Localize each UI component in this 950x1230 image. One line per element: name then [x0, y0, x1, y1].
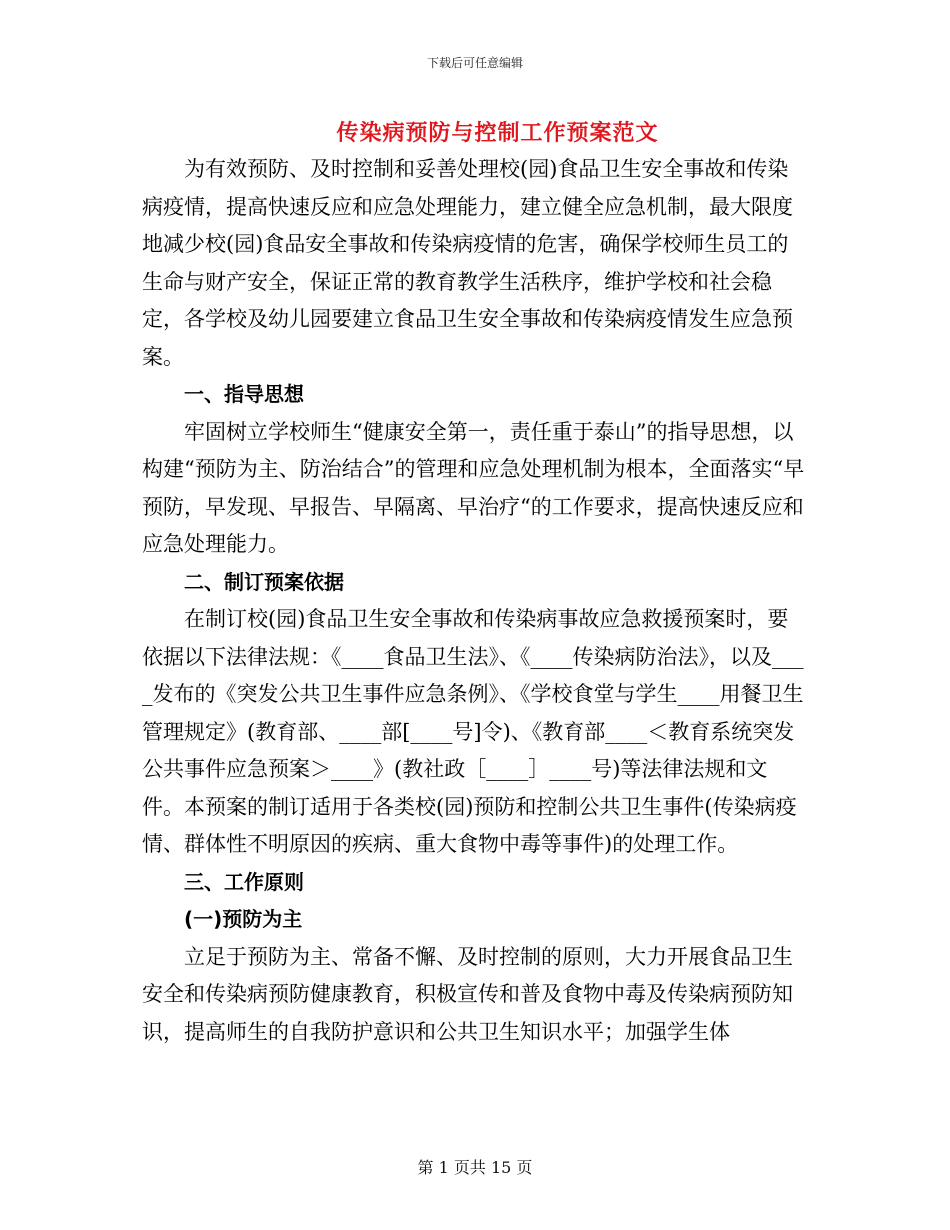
section-heading-principles: 三、工作原则	[184, 869, 304, 894]
document-body	[142, 151, 807, 1051]
subsection-heading-prevention: (一)预防为主	[184, 907, 303, 931]
document-title: 传染病预防与控制工作预案范文	[336, 120, 659, 146]
prevention-paragraph: 立足于预防为主、常备不懈、及时控制的原则，大力开展食品卫生安全和传染病预防健康教育，积极宣传和普及食物中毒及传染病预防知识，提高师生的自我防护意识和公共卫生知识水平；加强学生体	[142, 944, 793, 1044]
section-heading-guiding-ideology: 一、指导思想	[184, 382, 304, 406]
header-note: 下载后可任意编辑	[426, 56, 523, 70]
guiding-ideology-paragraph: 牢固树立学校师生“健康安全第一，责任重于泰山”的指导思想，以构建“预防为主、防治结合”的管理和应急处理机制为根本，全面落实“早预防，早发现、早报告、早隔离、早治疗“的工作要求，提高快速反应和应急处理能力。	[142, 419, 805, 556]
basis-paragraph: 在制订校(园)食品卫生安全事故和传染病事故应急救援预案时，要依据以下法律法规：《____食品卫生法》、《____传染病防治法》，以及____发布的《突发公共卫生事件应急条例》、《学校食堂与学生____用餐卫生管理规定》(教育部、____部[____号]令)、《教育部____＜教育系统突发公共事件应急预案＞____》(教社政［____］____号)等法律法规和文件。本预案的制订适用于各类校(园)预防和控制公共卫生事件(传染病疫情、群体性不明原因的疾病、重大食物中毒等事件)的处理工作。	[142, 607, 804, 856]
page-footer: 第 1 页共 15 页	[417, 1158, 533, 1177]
section-heading-basis: 二、制订预案依据	[184, 569, 344, 594]
intro-paragraph: 为有效预防、及时控制和妥善处理校(园)食品卫生安全事故和传染病疫情，提高快速反应和应急处理能力，建立健全应急机制，最大限度地减少校(园)食品安全事故和传染病疫情的危害，确保学校师生员工的生命与财产安全，保证正常的教育教学生活秩序，维护学校和社会稳定，各学校及幼儿园要建立食品卫生安全事故和传染病疫情发生应急预案。	[142, 157, 793, 369]
